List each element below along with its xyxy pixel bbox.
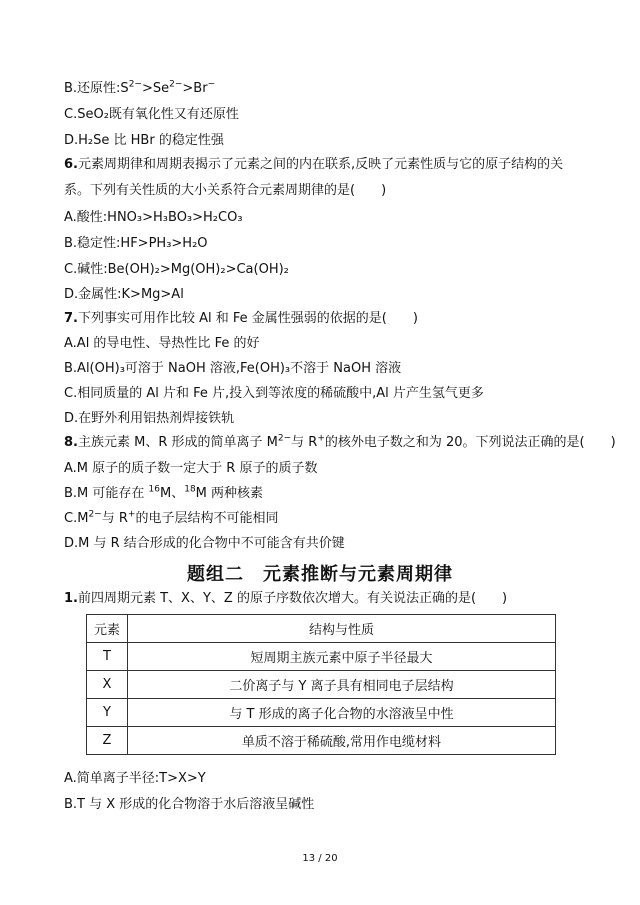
table-header: 结构与性质	[128, 615, 556, 643]
table-row	[87, 671, 556, 699]
question-8-option-b: B.M 可能存在 $^{16}$M、$^{18}$M 两种核素	[64, 484, 264, 501]
table-cell: 与 T 形成的离子化合物的水溶液呈中性	[128, 699, 556, 727]
question-7-option-a: A.Al 的导电性、导热性比 Fe 的好	[64, 336, 260, 351]
question-7-option-b: B.Al(OH)₃可溶于 NaOH 溶液,Fe(OH)₃不溶于 NaOH 溶液	[64, 361, 402, 376]
option-line: D.H₂Se 比 HBr 的稳定性强	[64, 133, 224, 148]
question-6-option-a: A.酸性:HNO₃>H₃BO₃>H₂CO₃	[64, 210, 243, 225]
question-8-option-d: D.M 与 R 结合形成的化合物中不可能含有共价键	[64, 536, 345, 551]
table-row	[87, 727, 556, 755]
table-cell: 短周期主族元素中原子半径最大	[128, 643, 556, 671]
question-8-option-a: A.M 原子的质子数一定大于 R 原子的质子数	[64, 461, 318, 476]
question-7-option-c: C.相同质量的 Al 片和 Fe 片,投入到等浓度的稀硫酸中,Al 片产生氢气更多	[64, 386, 484, 401]
table-header: 元素	[87, 615, 128, 643]
question-8-option-c: $C.M^{2-}$与 R+的电子层结构不可能相同	[64, 509, 279, 526]
question-6: 6.元素周期律和周期表揭示了元素之间的内在联系,反映了元素性质与它的原子结构的关系。下列有关性质的大小关系符合元素周期律的是( )	[64, 157, 564, 198]
table-cell: Z	[87, 727, 128, 755]
table-row	[87, 699, 556, 727]
option-line: C.SeO₂既有氧化性又有还原性	[64, 107, 239, 122]
page-number: 13 / 20	[302, 853, 338, 864]
group-question-1-option-a: A.简单离子半径:T>X>Y	[64, 771, 206, 786]
option-line: B.还原性$:S^{2-}>Se^{2-}>Br^-$	[64, 79, 216, 96]
question-7-option-d: D.在野外利用铝热剂焊接铁轨	[64, 411, 235, 426]
question-8: 8.主族元素 M、R 形成的简单离子 $M^{2-}$与 R+的核外电子数之和为 20。下列说法正确的是( )	[64, 433, 616, 450]
table-cell: 单质不溶于稀硫酸,常用作电缆材料	[128, 727, 556, 755]
table-header-row	[87, 615, 556, 643]
table-cell: Y	[87, 699, 128, 727]
section-title: 题组二 元素推断与元素周期律	[187, 564, 453, 585]
table-cell: X	[87, 671, 128, 699]
table-row	[87, 643, 556, 671]
table-cell: 二价离子与 Y 离子具有相同电子层结构	[128, 671, 556, 699]
question-6-option-b: B.稳定性:HF>PH₃>H₂O	[64, 236, 208, 251]
question-6-option-c: C.碱性:Be(OH)₂>Mg(OH)₂>Ca(OH)₂	[64, 262, 289, 277]
question-6-option-d: D.金属性:K>Mg>Al	[64, 287, 184, 302]
group-question-1: 1.前四周期元素 T、X、Y、Z 的原子序数依次增大。有关说法正确的是( )	[64, 591, 508, 606]
question-7: 7.下列事实可用作比较 Al 和 Fe 金属性强弱的依据的是( )	[64, 311, 418, 326]
table-cell: T	[87, 643, 128, 671]
element-table	[86, 614, 556, 755]
group-question-1-option-b: B.T 与 X 形成的化合物溶于水后溶液呈碱性	[64, 797, 315, 812]
